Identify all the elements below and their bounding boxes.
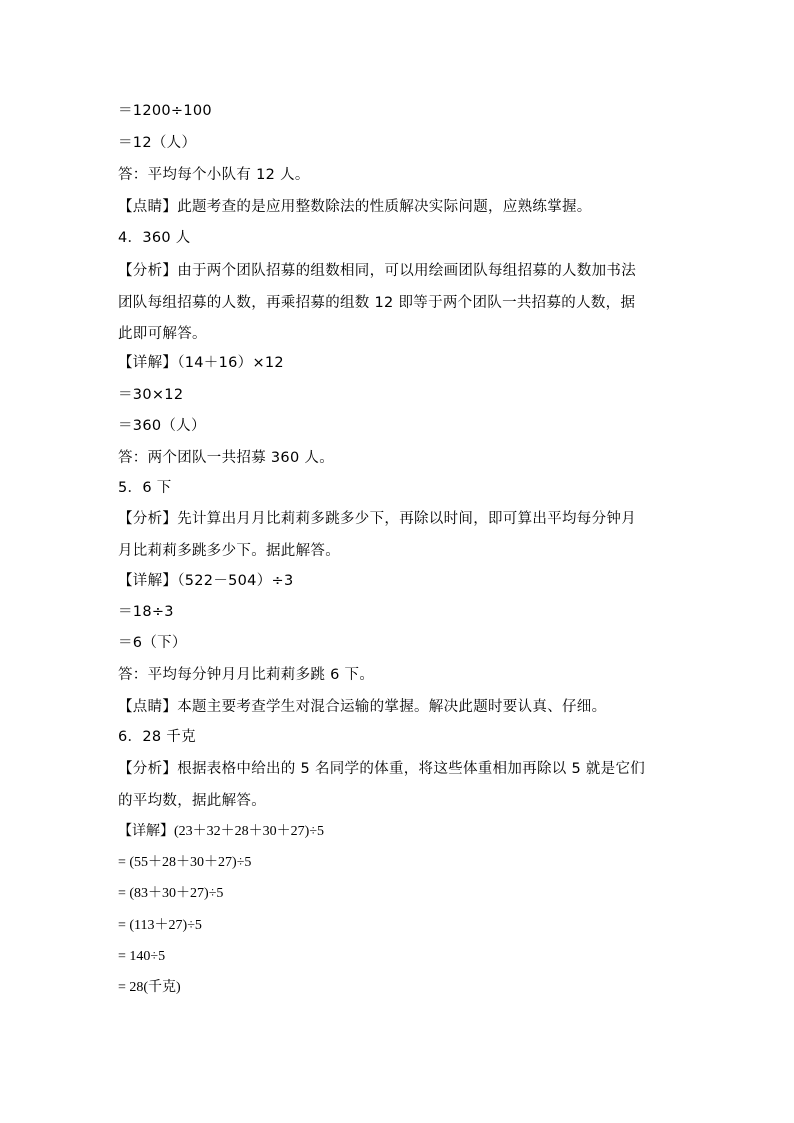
formula-line: = 28(千克) [118, 980, 181, 995]
text-line: 【分析】根据表格中给出的 5 名同学的体重，将这些体重相加再除以 5 就是它们 [118, 761, 646, 777]
text-line: 答：平均每分钟月月比莉莉多跳 6 下。 [118, 667, 375, 683]
text-line: ＝30×12 [118, 387, 184, 403]
text-line: 【点睛】本题主要考查学生对混合运输的掌握。解决此题时要认真、仔细。 [118, 699, 607, 715]
text-line: 【分析】先计算出月月比莉莉多跳多少下，再除以时间，即可算出平均每分钟月 [118, 511, 636, 527]
text-line: ＝360（人） [118, 418, 206, 434]
formula-line: = (55＋28＋30＋27)÷5 [118, 855, 252, 870]
formula-line: = (83＋30＋27)÷5 [118, 886, 224, 901]
formula-line: = (113＋27)÷5 [118, 918, 202, 933]
formula-line: = 140÷5 [118, 949, 166, 964]
text-line: ＝1200÷100 [118, 103, 212, 119]
formula-line: 【详解】(23＋32＋28＋30＋27)÷5 [118, 824, 325, 839]
text-line: 答：平均每个小队有 12 人。 [118, 167, 310, 183]
text-line: 团队每组招募的人数，再乘招募的组数 12 即等于两个团队一共招募的人数，据 [118, 295, 636, 311]
question-answer-heading: 4．360 人 [118, 230, 191, 246]
text-line: 此即可解答。 [118, 326, 207, 342]
text-line: 答：两个团队一共招募 360 人。 [118, 450, 334, 466]
text-line: 【详解】（14＋16）×12 [118, 355, 284, 371]
text-line: ＝18÷3 [118, 604, 174, 620]
text-line: 【分析】由于两个团队招募的组数相同，可以用绘画团队每组招募的人数加书法 [118, 263, 636, 279]
text-line: 【详解】（522－504）÷3 [118, 573, 294, 589]
text-line: ＝12（人） [118, 135, 197, 151]
text-line: 的平均数，据此解答。 [118, 793, 266, 809]
text-line: ＝6（下） [118, 635, 187, 651]
text-line: 【点睛】此题考查的是应用整数除法的性质解决实际问题，应熟练掌握。 [118, 199, 592, 215]
question-answer-heading: 6．28 千克 [118, 729, 196, 745]
question-answer-heading: 5．6 下 [118, 480, 172, 496]
text-line: 月比莉莉多跳多少下。据此解答。 [118, 543, 340, 559]
